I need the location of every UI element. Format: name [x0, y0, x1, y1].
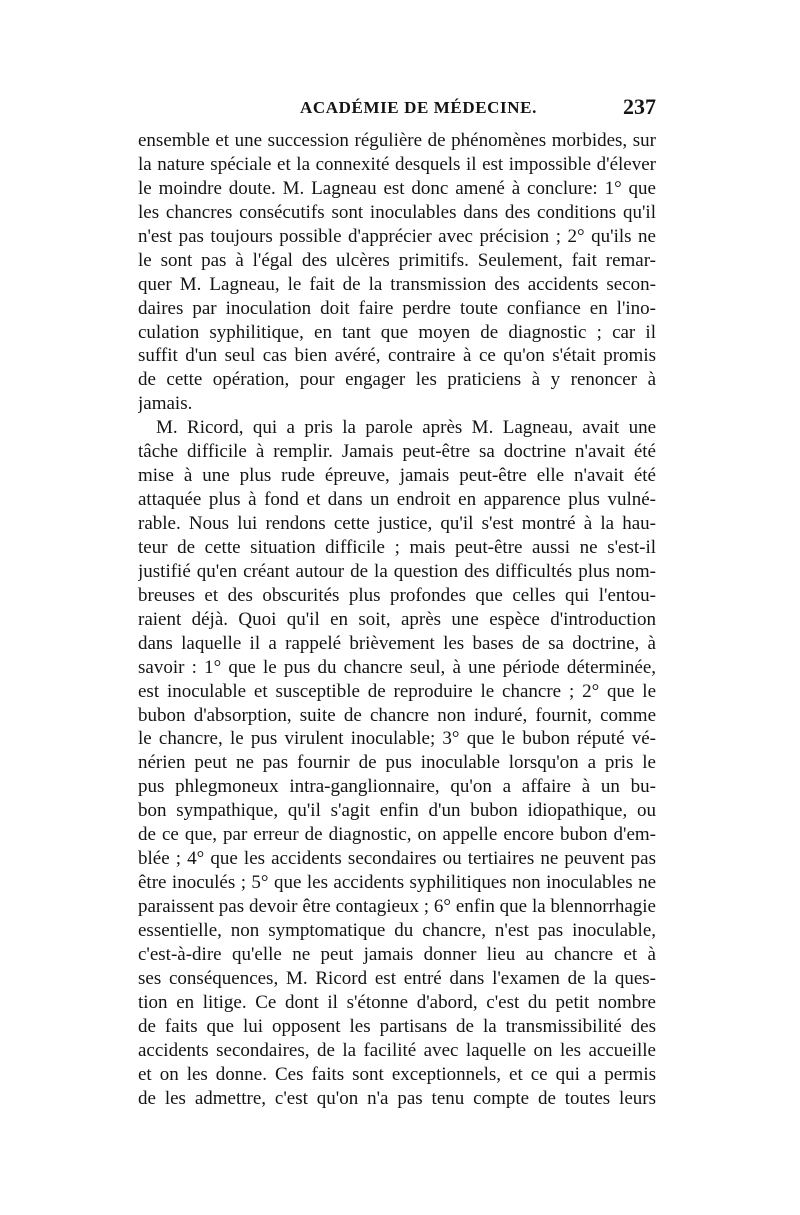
- text-line: bon sympathique, qu'il s'agit enfin d'un bubon idiopathique, ou: [138, 800, 656, 822]
- text-line: ses conséquences, M. Ricord est entré dans l'examen de la ques-: [138, 967, 656, 989]
- text-line: attaquée plus à fond et dans un endroit en apparence plus vulné-: [138, 489, 656, 511]
- text-line: quer M. Lagneau, le fait de la transmission des accidents secon-: [138, 273, 656, 295]
- text-line: ensemble et une succession régulière de phénomènes morbides, sur: [138, 130, 656, 151]
- text-line: et on les donne. Ces faits sont exceptionnels, et ce qui a permis: [138, 1063, 656, 1085]
- text-line: les chancres consécutifs sont inoculables dans des conditions qu'il: [138, 201, 656, 223]
- text-line: le chancre, le pus virulent inoculable; 3° que le bubon réputé vé-: [138, 728, 656, 750]
- text-line: la nature spéciale et la connexité desquels il est impossible d'élever: [138, 153, 656, 175]
- text-line: teur de cette situation difficile ; mais peut-être aussi ne s'est-il: [138, 536, 656, 558]
- text-line: tâche difficile à remplir. Jamais peut-être sa doctrine n'avait été: [138, 441, 656, 463]
- text-line: blée ; 4° que les accidents secondaires ou tertiaires ne peuvent pas: [138, 848, 656, 870]
- text-line: de faits que lui opposent les partisans de la transmissibilité des: [138, 1015, 656, 1037]
- text-line: de cette opération, pour engager les praticiens à y renoncer à: [138, 369, 656, 391]
- text-line: mise à une plus rude épreuve, jamais peut-être elle n'avait été: [138, 465, 656, 487]
- text-line: être inoculés ; 5° que les accidents syphilitiques non inoculables ne: [138, 872, 656, 894]
- text-line: dans laquelle il a rappelé brièvement les bases de sa doctrine, à: [138, 632, 656, 654]
- page-number: 237: [623, 94, 656, 119]
- body-text: [138, 129, 656, 1110]
- paragraph-start-line: M. Ricord, qui a pris la parole après M. Lagneau, avait une: [156, 417, 656, 439]
- text-line: rable. Nous lui rendons cette justice, qu'il s'est montré à la hau-: [138, 513, 656, 534]
- text-line: suffit d'un seul cas bien avéré, contraire à ce qu'on s'était promis: [138, 345, 656, 367]
- text-line: culation syphilitique, en tant que moyen de diagnostic ; car il: [138, 321, 656, 343]
- text-line: tion en litige. Ce dont il s'étonne d'abord, c'est du petit nombre: [138, 991, 656, 1013]
- text-line: breuses et des obscurités plus profondes que celles qui l'entou-: [138, 584, 656, 606]
- running-head: [138, 94, 656, 126]
- text-line: savoir : 1° que le pus du chancre seul, à une période déterminée,: [138, 656, 656, 678]
- text-line: c'est-à-dire qu'elle ne peut jamais donner lieu au chancre et à: [138, 943, 656, 965]
- text-line: paraissent pas devoir être contagieux ; 6° enfin que la blennorrhagie: [138, 896, 656, 917]
- text-line: de les admettre, c'est qu'on n'a pas tenu compte de toutes leurs: [138, 1087, 656, 1109]
- paragraph-end-line: jamais.: [138, 393, 193, 415]
- text-line: accidents secondaires, de la facilité avec laquelle on les accueille: [138, 1039, 656, 1061]
- text-line: le moindre doute. M. Lagneau est donc amené à conclure: 1° que: [138, 177, 656, 199]
- text-line: le sont pas à l'égal des ulcères primitifs. Seulement, fait remar-: [138, 249, 656, 271]
- text-line: nérien peut ne pas fournir de pus inoculable lorsqu'on a pris le: [138, 752, 656, 774]
- text-line: de ce que, par erreur de diagnostic, on appelle encore bubon d'em-: [138, 824, 656, 846]
- text-line: daires par inoculation doit faire perdre toute confiance en l'ino-: [138, 297, 656, 319]
- text-line: pus phlegmoneux intra-ganglionnaire, qu'on a affaire à un bu-: [138, 776, 656, 798]
- text-line: raient déjà. Quoi qu'il en soit, après une espèce d'introduction: [138, 608, 656, 630]
- text-line: est inoculable et susceptible de reproduire le chancre ; 2° que le: [138, 680, 656, 702]
- text-line: justifié qu'en créant autour de la question des difficultés plus nom-: [138, 560, 656, 582]
- text-line: bubon d'absorption, suite de chancre non induré, fournit, comme: [138, 704, 656, 726]
- running-title: ACADÉMIE DE MÉDECINE.: [300, 98, 537, 117]
- text-line: essentielle, non symptomatique du chancre, n'est pas inoculable,: [138, 919, 656, 941]
- text-line: n'est pas toujours possible d'apprécier avec précision ; 2° qu'ils ne: [138, 225, 656, 247]
